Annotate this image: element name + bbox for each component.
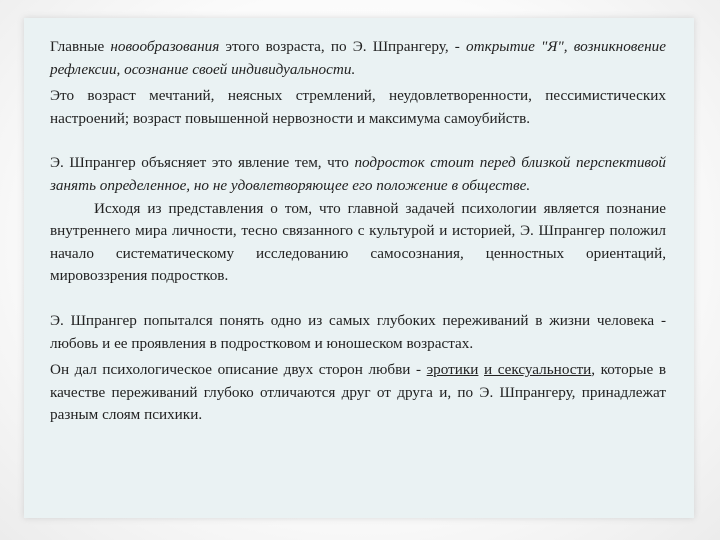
p3-italic-teen: подросток стоит перед близкой перспективой занять определенное, но не удовлетворяющее его положение в обществе.: [50, 154, 667, 194]
erotics-link[interactable]: эротики: [426, 361, 479, 379]
p1-text-c: этого возраста, по Э. Шпрангеру, -: [219, 38, 467, 55]
paragraph-explanation: [50, 152, 666, 197]
p1-italic-new-formations: новообразования: [110, 38, 220, 55]
paragraph-new-formations: [50, 36, 666, 81]
p1-text-a: Главные: [50, 38, 111, 55]
sexuality-link[interactable]: и сексуальности: [484, 361, 592, 379]
p6-text-e: , которые в качестве переживаний глубоко отличаются друг от друга и, по Э. Шпрангеру, принадлежат разным слоям психики.: [50, 361, 666, 424]
p6-text-a: Он дал психологическое описание двух сторон любви -: [50, 361, 427, 379]
text-body: [50, 36, 666, 427]
paragraph-self-consciousness: Исходя из представления о том, что главной задачей психологии является познание внутреннего мира личности, тесно связанного с культурой и историей, Э. Шпрангер положил начало систематическому исследованию самосознания, ценностных ориентаций, мировоззрения подростков.: [50, 199, 666, 285]
paragraph-age-of-dreams: Это возраст мечтаний, неясных стремлений, неудовлетворенности, пессимистических настроений; возраст повышенной нервозности и максимума самоубийств.: [50, 87, 666, 127]
paragraph-two-sides: [50, 359, 666, 427]
p1-italic-discovery: открытие "Я", возникновение рефлексии, осознание своей индивидуальности.: [50, 38, 666, 78]
paragraph-love: Э. Шпрангер попытался понять одно из самых глубоких переживаний в жизни человека - любовь и ее проявления в подростковом и юношеском возрастах.: [50, 311, 666, 352]
p3-text-a: Э. Шпрангер объясняет это явление тем, что: [50, 154, 355, 172]
